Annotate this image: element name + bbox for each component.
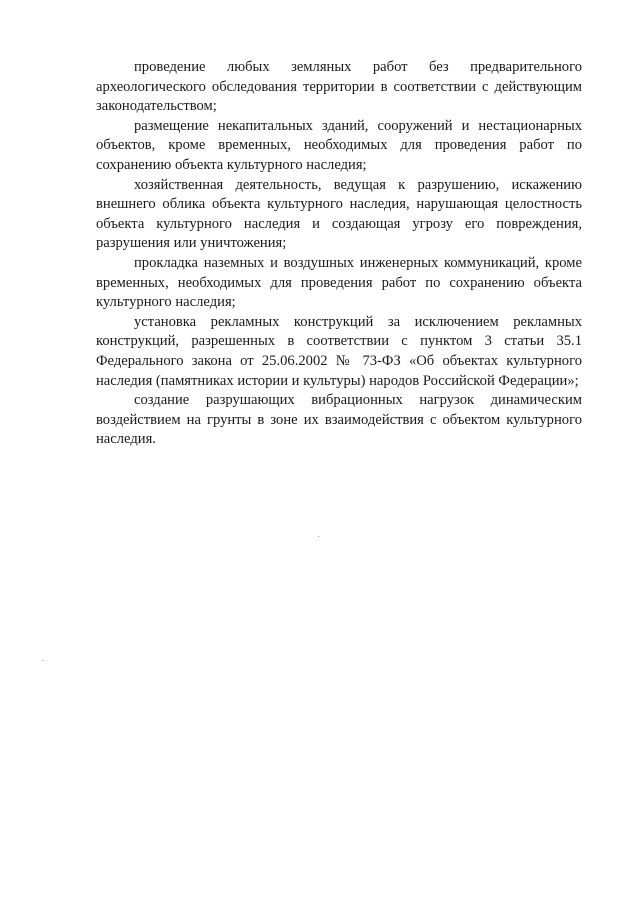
- scan-speck: [318, 536, 319, 537]
- paragraph-non-capital-buildings: размещение некапитальных зданий, сооружений и нестационарных объектов, кроме временных, необходимых для проведения работ по сохранению объекта культурного наследия;: [96, 117, 582, 173]
- document-body: [96, 58, 582, 450]
- paragraph-economic-activity: хозяйственная деятельность, ведущая к разрушению, искажению внешнего облика объекта культурного наследия, нарушающая целостность объекта культурного наследия и создающая угрозу его повреждения, разрушения или уничтожения;: [96, 176, 582, 252]
- paragraph-earthworks: проведение любых земляных работ без предварительного археологического обследования территории в соответствии с действующим законодательством;: [96, 59, 582, 115]
- scan-speck: [42, 660, 43, 661]
- paragraph-advertising-structures: установка рекламных конструкций за исключением рекламных конструкций, разрешенных в соответствии с пунктом 3 статьи 35.1 Федерального закона от 25.06.2002 № 73-ФЗ «Об объектах культурного наследия (памятниках истории и культуры) народов Российской Федерации»;: [96, 313, 582, 389]
- paragraph-utility-lines: прокладка наземных и воздушных инженерных коммуникаций, кроме временных, необходимых для проведения работ по сохранению объекта культурного наследия;: [96, 254, 582, 311]
- paragraph-vibration-loads: создание разрушающих вибрационных нагрузок динамическим воздействием на грунты в зоне их взаимодействия с объектом культурного наследия.: [96, 392, 582, 448]
